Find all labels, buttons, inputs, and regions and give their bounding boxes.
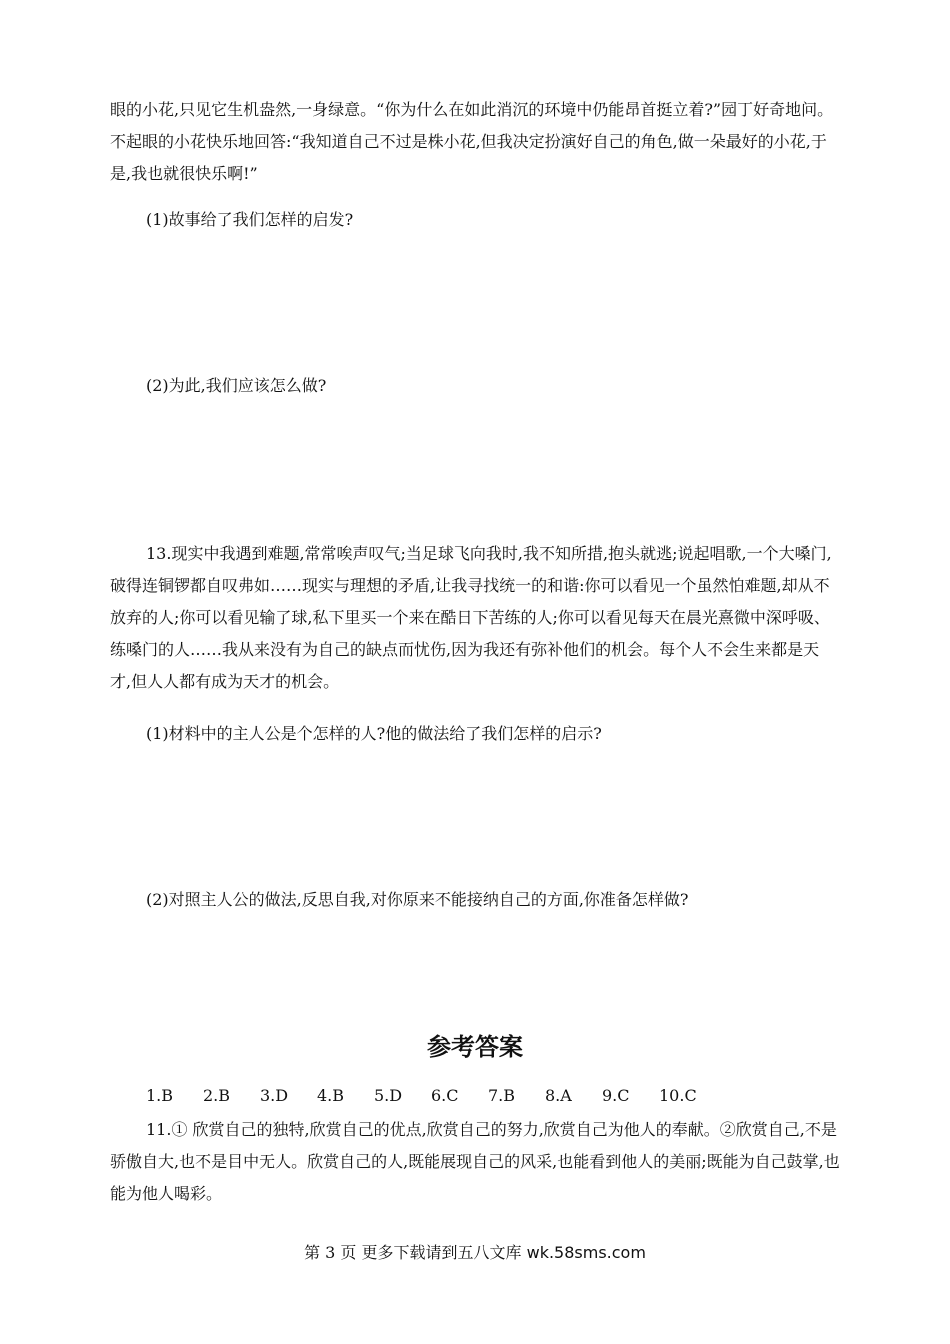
footer-page-text: 第 3 页 更多下载请到五八文库 [304,1243,527,1262]
answer-section-title: 参考答案 [427,1033,523,1061]
multiple-choice-answers [146,1084,716,1108]
answer-item: 3.D [260,1086,289,1105]
answer-item: 9.C [602,1086,630,1105]
question-13-material: 13.现实中我遇到难题,常常唉声叹气;当足球飞向我时,我不知所措,抱头就逃;说起唱歌,一个大嗓门,破得连铜锣都自叹弗如……现实与理想的矛盾,让我寻找统一的和谐:你可以看见一个虽然怕难题,却从不放弃的人;你可以看见输了球,私下里买一个来在酷日下苦练的人;你可以看见每天在晨光熹微中深呼吸、练嗓门的人……我从来没有为自己的缺点而忧伤,因为我还有弥补他们的机会。每个人不会生来都是天才,但人人都有成为天才的机会。 [110,544,832,691]
answer-item: 5.D [374,1086,403,1105]
page-footer [0,1242,950,1264]
story-paragraph: 眼的小花,只见它生机盎然,一身绿意。“你为什么在如此消沉的环境中仍能昂首挺立着?”园丁好奇地问。不起眼的小花快乐地回答:“我知道自己不过是株小花,但我决定扮演好自己的角色,做一朵最好的小花,于是,我也就很快乐啊!” [110,100,834,183]
question-12-2: (2)为此,我们应该怎么做? [146,376,327,395]
answer-item: 8.A [545,1086,572,1105]
answer-item: 7.B [488,1086,516,1105]
answer-item: 6.C [431,1086,459,1105]
footer-site-link[interactable]: wk.58sms.com [526,1243,646,1262]
question-13-1: (1)材料中的主人公是个怎样的人?他的做法给了我们怎样的启示? [146,724,602,743]
answer-item: 10.C [659,1086,697,1105]
question-13-2: (2)对照主人公的做法,反思自我,对你原来不能接纳自己的方面,你准备怎样做? [146,890,689,909]
answer-11: 11.① 欣赏自己的独特,欣赏自己的优点,欣赏自己的努力,欣赏自己为他人的奉献。②欣赏自己,不是骄傲自大,也不是目中无人。欣赏自己的人,既能展现自己的风采,也能看到他人的美丽;既能为自己鼓掌,也能为他人喝彩。 [110,1120,840,1203]
answer-item: 2.B [203,1086,231,1105]
question-12-1: (1)故事给了我们怎样的启发? [146,210,354,229]
answer-item: 1.B [146,1086,174,1105]
answer-item: 4.B [317,1086,345,1105]
